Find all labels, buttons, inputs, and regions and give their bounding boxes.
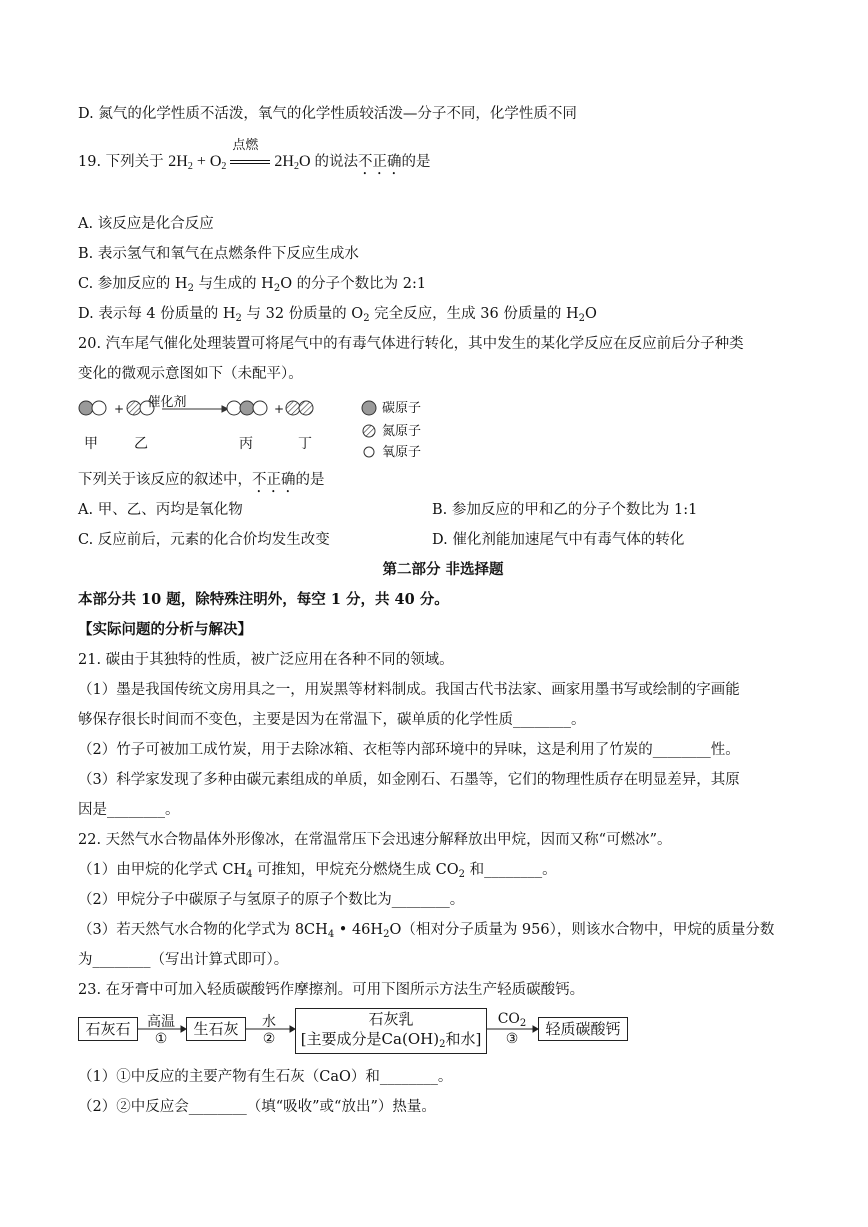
q21-p1a: （1）墨是我国传统文房用具之一，用炭黑等材料制成。我国古代书法家、画家用墨书写或绘制的字画能: [78, 682, 740, 698]
q19-option-a: A. 该反应是化合反应: [78, 216, 214, 232]
q20-option-c: C. 反应前后，元素的化合价均发生改变: [78, 532, 330, 548]
q22-p3a-3: O（相对分子质量为 956），则该水合物中，甲烷的质量分数: [389, 922, 775, 938]
d-s1: 2: [235, 313, 242, 324]
part2-title: 第二部分 非选择题: [382, 561, 504, 578]
arrow3-top-text: CO: [497, 1011, 520, 1027]
q19-emphasis: 不正确: [358, 154, 402, 170]
q23-p2: （2）②中反应会________（填“吸收”或“放出”）热量。: [78, 1099, 436, 1115]
d-b: 与 32 份质量的 O: [241, 306, 364, 322]
box3-line2b: 和水]: [445, 1030, 482, 1048]
box3-line2a: [主要成分是Ca(OH): [300, 1030, 440, 1048]
q19-tail1: 的说法: [314, 154, 359, 170]
q20-stem-1: 20. 汽车尾气催化处理装置可将尾气中的有毒气体进行转化，其中发生的某化学反应在反应前后分子种类: [78, 336, 744, 352]
q22-p3a-sub1: 4: [327, 929, 335, 940]
box-limestone: 石灰石: [78, 1017, 138, 1041]
eq-condition: 点燃: [232, 138, 259, 154]
legend-carbon: 碳原子: [382, 401, 422, 416]
q20-option-b: B. 参加反应的甲和乙的分子个数比为 1:1: [432, 502, 698, 518]
d-c: 完全反应，生成 36 份质量的 H: [369, 306, 579, 322]
q20-emphasis: 不正确: [252, 472, 296, 488]
eq-plus: + O: [192, 153, 222, 170]
c-c: O 的分子个数比为 2:1: [280, 276, 427, 292]
arrow1-top: 高温: [147, 1014, 175, 1030]
q22-stem: 22. 天然气水合物晶体外形像冰，在常温常压下会迅速分解释放出甲烷，因而又称“可燃冰”。: [78, 832, 672, 848]
arrow1-bottom: ①: [154, 1031, 168, 1047]
legend-nitrogen: 氮原子: [382, 424, 422, 439]
arrow2-top: 水: [262, 1014, 276, 1030]
c-s2: 2: [273, 283, 281, 294]
q20-q-b: 的是: [295, 472, 325, 488]
catalyst-label: 催化剂: [147, 395, 187, 410]
q20-option-d: D. 催化剂能加速尾气中有毒气体的转化: [432, 532, 685, 548]
eq-right-sub: 2: [293, 161, 299, 172]
q19-num: 19. 下列关于: [78, 154, 164, 170]
label-ding: 丁: [298, 436, 312, 452]
eq-left-sub: 2: [187, 161, 193, 172]
q21-stem: 21. 碳由于其独特的性质，被广泛应用在各种不同的领域。: [78, 652, 454, 668]
eq-left: 2H: [168, 153, 188, 170]
c-b: 与生成的 H: [193, 276, 274, 292]
q22-p2: （2）甲烷分子中碳原子与氢原子的原子个数比为________。: [78, 892, 465, 908]
eq-o-sub: 2: [221, 161, 227, 172]
label-jia: 甲: [84, 436, 98, 452]
d-s3: 2: [578, 313, 585, 324]
q22-p3a-2: • 46H: [334, 922, 384, 938]
label-bing: 丙: [239, 436, 253, 452]
c-s1: 2: [187, 283, 194, 294]
plus-sign-1: +: [114, 402, 125, 416]
q23-p1: （1）①中反应的主要产物有生石灰（CaO）和________。: [78, 1069, 453, 1085]
q22-p3a-sub2: 2: [383, 929, 390, 940]
q22-p3b: 为________（写出计算式即可）。: [78, 952, 289, 968]
d-a: D. 表示每 4 份质量的 H: [78, 306, 236, 322]
label-yi: 乙: [134, 436, 148, 452]
box3-line1: 石灰乳: [368, 1010, 414, 1028]
q20-stem-2: 变化的微观示意图如下（未配平）。: [78, 366, 303, 382]
q20-q-a: 下列关于该反应的叙述中，: [78, 472, 252, 488]
q22-p3a-1: （3）若天然气水合物的化学式为 8CH: [78, 922, 328, 938]
q22-p1b: 可推知，甲烷充分燃烧生成 CO: [252, 862, 459, 878]
q19-option-b: B. 表示氢气和氧气在点燃条件下反应生成水: [78, 246, 359, 262]
box3-line2-sub: 2: [439, 1039, 446, 1050]
q20-option-a: A. 甲、乙、丙均是氧化物: [78, 502, 243, 518]
q19-tail2: 的是: [401, 154, 431, 170]
box-quicklime: 生石灰: [186, 1017, 246, 1041]
d-d: O: [584, 306, 597, 322]
q22-p1a: （1）由甲烷的化学式 CH: [78, 862, 247, 878]
q21-p2: （2）竹子可被加工成竹炭，用于去除冰箱、衣柜等内部环境中的异味，这是利用了竹炭的________性。: [78, 742, 740, 758]
eq-right-tail: O: [298, 153, 311, 170]
q18-option-d: D. 氮气的化学性质不活泼，氧气的化学性质较活泼—分子不同，化学性质不同: [78, 106, 577, 122]
q22-p1-sub1: 4: [246, 869, 253, 880]
q21-p3a: （3）科学家发现了多种由碳元素组成的单质，如金刚石、石墨等，它们的物理性质存在明显差异，其原: [78, 772, 740, 788]
section-heading: 【实际问题的分析与解决】: [78, 621, 252, 638]
c-a: C. 参加反应的 H: [78, 276, 188, 292]
plus-sign-2: +: [274, 402, 285, 416]
q21-p1b: 够保存很长时间而不变色，主要是因为在常温下，碳单质的化学性质________。: [78, 712, 586, 728]
arrow2-bottom: ②: [262, 1031, 276, 1047]
eq-right: 2H: [274, 153, 294, 170]
q23-stem: 23. 在牙膏中可加入轻质碳酸钙作摩擦剂。可用下图所示方法生产轻质碳酸钙。: [78, 982, 585, 998]
box-light-caco3: 轻质碳酸钙: [538, 1017, 628, 1041]
arrow3-bottom: ③: [505, 1031, 519, 1047]
part2-note: 本部分共 10 题，除特殊注明外，每空 1 分，共 40 分。: [78, 591, 449, 608]
arrow3-top-sub: 2: [519, 1018, 527, 1029]
legend-oxygen: 氧原子: [382, 445, 422, 460]
q22-p1c: 和________。: [465, 862, 557, 878]
q21-p3b: 因是________。: [78, 802, 180, 818]
d-s2: 2: [363, 313, 370, 324]
q22-p1-sub2: 2: [458, 869, 466, 880]
